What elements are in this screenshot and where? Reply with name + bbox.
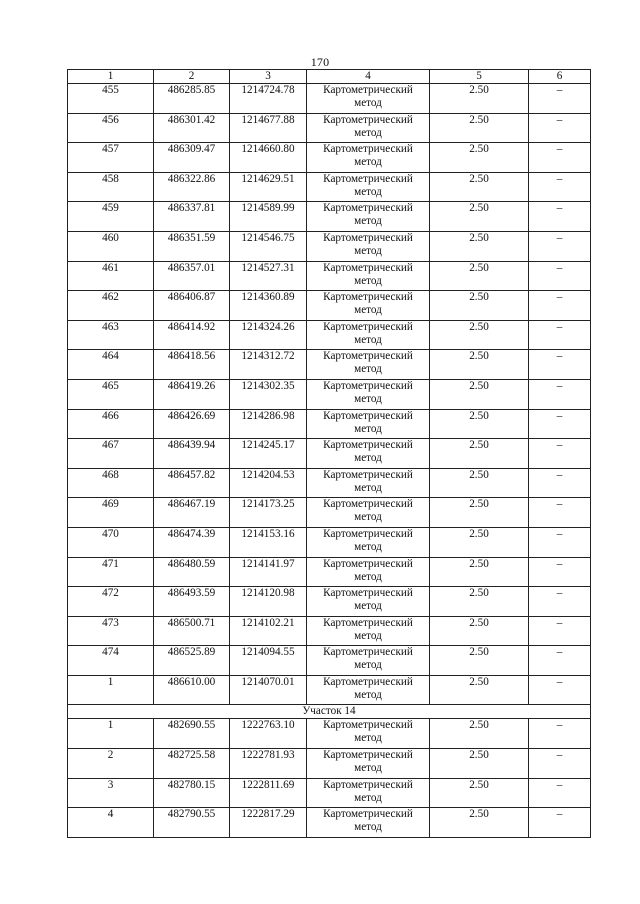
point-number-cell: 461 <box>68 261 154 291</box>
y-coordinate-cell: 1214546.75 <box>230 231 307 261</box>
y-coordinate-cell: 1214070.01 <box>230 675 307 705</box>
method-text: Картометрический <box>323 616 413 629</box>
table-row <box>68 778 591 808</box>
x-coordinate-cell: 486500.71 <box>154 616 230 646</box>
y-coordinate-cell: 1214141.97 <box>230 557 307 587</box>
x-coordinate-cell: 486480.59 <box>154 557 230 587</box>
note-cell: – <box>529 468 591 498</box>
method-text: метод <box>354 185 382 198</box>
table-row <box>68 291 591 321</box>
table-row <box>68 646 591 676</box>
method-text: метод <box>354 570 382 583</box>
method-text: метод <box>354 274 382 287</box>
table-row <box>68 527 591 557</box>
method-text: Картометрический <box>323 439 413 452</box>
point-number-cell: 472 <box>68 587 154 617</box>
y-coordinate-cell: 1214286.98 <box>230 409 307 439</box>
x-coordinate-cell: 486285.85 <box>154 84 230 114</box>
method-text: метод <box>354 422 382 435</box>
method-text: Картометрический <box>323 261 413 274</box>
method-text: Картометрический <box>323 113 413 126</box>
y-coordinate-cell: 1214102.21 <box>230 616 307 646</box>
x-coordinate-cell: 482725.58 <box>154 749 230 779</box>
method-text: метод <box>354 215 382 228</box>
y-coordinate-cell: 1222763.10 <box>230 719 307 749</box>
x-coordinate-cell: 486474.39 <box>154 527 230 557</box>
table-row <box>68 202 591 232</box>
method-text: метод <box>354 732 382 745</box>
column-header: 6 <box>529 70 591 84</box>
method-text: Картометрический <box>323 675 413 688</box>
table-row <box>68 261 591 291</box>
note-cell: – <box>529 143 591 173</box>
accuracy-cell: 2.50 <box>430 84 529 114</box>
point-number-cell: 459 <box>68 202 154 232</box>
note-cell: – <box>529 202 591 232</box>
table-row <box>68 498 591 528</box>
section-title: Участок 14 <box>68 705 591 719</box>
y-coordinate-cell: 1214245.17 <box>230 439 307 469</box>
method-text: метод <box>354 791 382 804</box>
table-row <box>68 468 591 498</box>
x-coordinate-cell: 482780.15 <box>154 778 230 808</box>
method-text: метод <box>354 762 382 775</box>
y-coordinate-cell: 1214120.98 <box>230 587 307 617</box>
table-row <box>68 439 591 469</box>
y-coordinate-cell: 1222817.29 <box>230 808 307 838</box>
method-text: метод <box>354 126 382 139</box>
column-header: 3 <box>230 70 307 84</box>
column-header-row <box>68 70 591 84</box>
y-coordinate-cell: 1214312.72 <box>230 350 307 380</box>
table-row <box>68 231 591 261</box>
table-row <box>68 113 591 143</box>
method-text: метод <box>354 333 382 346</box>
accuracy-cell: 2.50 <box>430 261 529 291</box>
note-cell: – <box>529 587 591 617</box>
accuracy-cell: 2.50 <box>430 320 529 350</box>
note-cell: – <box>529 172 591 202</box>
accuracy-cell: 2.50 <box>430 557 529 587</box>
method-text: метод <box>354 156 382 169</box>
note-cell: – <box>529 113 591 143</box>
method-text: Картометрический <box>323 719 413 732</box>
point-number-cell: 463 <box>68 320 154 350</box>
method-cell <box>307 350 430 380</box>
accuracy-cell: 2.50 <box>430 468 529 498</box>
method-text: метод <box>354 481 382 494</box>
point-number-cell: 1 <box>68 675 154 705</box>
method-text: Картометрический <box>323 379 413 392</box>
page-number: 170 <box>310 55 330 69</box>
accuracy-cell: 2.50 <box>430 231 529 261</box>
y-coordinate-cell: 1222811.69 <box>230 778 307 808</box>
table-row <box>68 143 591 173</box>
method-cell <box>307 468 430 498</box>
method-cell <box>307 808 430 838</box>
accuracy-cell: 2.50 <box>430 379 529 409</box>
y-coordinate-cell: 1222781.93 <box>230 749 307 779</box>
accuracy-cell: 2.50 <box>430 587 529 617</box>
note-cell: – <box>529 616 591 646</box>
method-text: метод <box>354 629 382 642</box>
y-coordinate-cell: 1214360.89 <box>230 291 307 321</box>
method-cell <box>307 749 430 779</box>
note-cell: – <box>529 719 591 749</box>
y-coordinate-cell: 1214724.78 <box>230 84 307 114</box>
note-cell: – <box>529 350 591 380</box>
note-cell: – <box>529 646 591 676</box>
x-coordinate-cell: 486357.01 <box>154 261 230 291</box>
accuracy-cell: 2.50 <box>430 172 529 202</box>
point-number-cell: 462 <box>68 291 154 321</box>
accuracy-cell: 2.50 <box>430 498 529 528</box>
method-cell <box>307 84 430 114</box>
method-cell <box>307 616 430 646</box>
x-coordinate-cell: 486418.56 <box>154 350 230 380</box>
column-header: 4 <box>307 70 430 84</box>
point-number-cell: 460 <box>68 231 154 261</box>
accuracy-cell: 2.50 <box>430 527 529 557</box>
note-cell: – <box>529 439 591 469</box>
x-coordinate-cell: 486351.59 <box>154 231 230 261</box>
point-number-cell: 473 <box>68 616 154 646</box>
note-cell: – <box>529 749 591 779</box>
note-cell: – <box>529 231 591 261</box>
method-cell <box>307 778 430 808</box>
table-row <box>68 379 591 409</box>
y-coordinate-cell: 1214204.53 <box>230 468 307 498</box>
y-coordinate-cell: 1214660.80 <box>230 143 307 173</box>
accuracy-cell: 2.50 <box>430 646 529 676</box>
y-coordinate-cell: 1214324.26 <box>230 320 307 350</box>
method-text: Картометрический <box>323 646 413 659</box>
method-cell <box>307 409 430 439</box>
table-row <box>68 320 591 350</box>
accuracy-cell: 2.50 <box>430 719 529 749</box>
x-coordinate-cell: 486525.89 <box>154 646 230 676</box>
method-cell <box>307 527 430 557</box>
accuracy-cell: 2.50 <box>430 616 529 646</box>
accuracy-cell: 2.50 <box>430 350 529 380</box>
table-row <box>68 350 591 380</box>
x-coordinate-cell: 486419.26 <box>154 379 230 409</box>
method-text: Картометрический <box>323 231 413 244</box>
x-coordinate-cell: 486439.94 <box>154 439 230 469</box>
method-text: метод <box>354 304 382 317</box>
note-cell: – <box>529 778 591 808</box>
column-header: 5 <box>430 70 529 84</box>
method-cell <box>307 557 430 587</box>
method-cell <box>307 261 430 291</box>
method-text: метод <box>354 511 382 524</box>
point-number-cell: 4 <box>68 808 154 838</box>
method-text: метод <box>354 821 382 834</box>
method-text: Картометрический <box>323 778 413 791</box>
point-number-cell: 470 <box>68 527 154 557</box>
x-coordinate-cell: 486301.42 <box>154 113 230 143</box>
note-cell: – <box>529 320 591 350</box>
accuracy-cell: 2.50 <box>430 409 529 439</box>
method-cell <box>307 587 430 617</box>
method-text: Картометрический <box>323 808 413 821</box>
method-text: Картометрический <box>323 172 413 185</box>
point-number-cell: 1 <box>68 719 154 749</box>
y-coordinate-cell: 1214173.25 <box>230 498 307 528</box>
accuracy-cell: 2.50 <box>430 291 529 321</box>
accuracy-cell: 2.50 <box>430 808 529 838</box>
x-coordinate-cell: 486322.86 <box>154 172 230 202</box>
method-text: Картометрический <box>323 409 413 422</box>
method-text: Картометрический <box>323 320 413 333</box>
x-coordinate-cell: 486457.82 <box>154 468 230 498</box>
coordinates-table <box>67 69 591 838</box>
point-number-cell: 469 <box>68 498 154 528</box>
method-cell <box>307 113 430 143</box>
method-text: Картометрический <box>323 84 413 96</box>
accuracy-cell: 2.50 <box>430 749 529 779</box>
table-row <box>68 719 591 749</box>
method-cell <box>307 143 430 173</box>
x-coordinate-cell: 486467.19 <box>154 498 230 528</box>
method-text: Картометрический <box>323 557 413 570</box>
table-row <box>68 675 591 705</box>
point-number-cell: 455 <box>68 84 154 114</box>
method-cell <box>307 172 430 202</box>
accuracy-cell: 2.50 <box>430 439 529 469</box>
column-header: 2 <box>154 70 230 84</box>
method-text: Картометрический <box>323 498 413 511</box>
section-header-row <box>68 705 591 719</box>
method-cell <box>307 675 430 705</box>
x-coordinate-cell: 486610.00 <box>154 675 230 705</box>
note-cell: – <box>529 261 591 291</box>
method-text: метод <box>354 363 382 376</box>
point-number-cell: 474 <box>68 646 154 676</box>
table-row <box>68 557 591 587</box>
x-coordinate-cell: 486309.47 <box>154 143 230 173</box>
accuracy-cell: 2.50 <box>430 143 529 173</box>
y-coordinate-cell: 1214629.51 <box>230 172 307 202</box>
method-text: Картометрический <box>323 587 413 600</box>
point-number-cell: 471 <box>68 557 154 587</box>
method-text: Картометрический <box>323 202 413 215</box>
x-coordinate-cell: 486406.87 <box>154 291 230 321</box>
x-coordinate-cell: 486426.69 <box>154 409 230 439</box>
x-coordinate-cell: 486414.92 <box>154 320 230 350</box>
accuracy-cell: 2.50 <box>430 202 529 232</box>
method-text: метод <box>354 540 382 553</box>
method-cell <box>307 379 430 409</box>
method-text: Картометрический <box>323 527 413 540</box>
point-number-cell: 468 <box>68 468 154 498</box>
method-text: Картометрический <box>323 749 413 762</box>
point-number-cell: 456 <box>68 113 154 143</box>
y-coordinate-cell: 1214153.16 <box>230 527 307 557</box>
method-text: метод <box>354 600 382 613</box>
method-text: Картометрический <box>323 350 413 363</box>
y-coordinate-cell: 1214527.31 <box>230 261 307 291</box>
method-text: метод <box>354 97 382 109</box>
method-text: метод <box>354 688 382 701</box>
accuracy-cell: 2.50 <box>430 675 529 705</box>
point-number-cell: 3 <box>68 778 154 808</box>
note-cell: – <box>529 808 591 838</box>
method-cell <box>307 202 430 232</box>
note-cell: – <box>529 291 591 321</box>
x-coordinate-cell: 482790.55 <box>154 808 230 838</box>
table-row <box>68 409 591 439</box>
method-text: метод <box>354 392 382 405</box>
y-coordinate-cell: 1214677.88 <box>230 113 307 143</box>
note-cell: – <box>529 557 591 587</box>
table-row <box>68 172 591 202</box>
note-cell: – <box>529 379 591 409</box>
method-cell <box>307 646 430 676</box>
point-number-cell: 465 <box>68 379 154 409</box>
method-text: Картометрический <box>323 468 413 481</box>
method-text: метод <box>354 452 382 465</box>
x-coordinate-cell: 486337.81 <box>154 202 230 232</box>
y-coordinate-cell: 1214094.55 <box>230 646 307 676</box>
point-number-cell: 2 <box>68 749 154 779</box>
method-cell <box>307 291 430 321</box>
method-cell <box>307 231 430 261</box>
table-row <box>68 616 591 646</box>
accuracy-cell: 2.50 <box>430 113 529 143</box>
table-row <box>68 749 591 779</box>
column-header: 1 <box>68 70 154 84</box>
point-number-cell: 457 <box>68 143 154 173</box>
table-row <box>68 84 591 114</box>
table-row <box>68 587 591 617</box>
note-cell: – <box>529 675 591 705</box>
method-cell <box>307 498 430 528</box>
method-text: Картометрический <box>323 291 413 304</box>
x-coordinate-cell: 482690.55 <box>154 719 230 749</box>
method-cell <box>307 719 430 749</box>
note-cell: – <box>529 527 591 557</box>
method-text: метод <box>354 244 382 257</box>
y-coordinate-cell: 1214302.35 <box>230 379 307 409</box>
point-number-cell: 466 <box>68 409 154 439</box>
accuracy-cell: 2.50 <box>430 778 529 808</box>
y-coordinate-cell: 1214589.99 <box>230 202 307 232</box>
point-number-cell: 467 <box>68 439 154 469</box>
method-text: метод <box>354 659 382 672</box>
table-row <box>68 808 591 838</box>
x-coordinate-cell: 486493.59 <box>154 587 230 617</box>
point-number-cell: 464 <box>68 350 154 380</box>
note-cell: – <box>529 84 591 114</box>
method-cell <box>307 439 430 469</box>
method-text: Картометрический <box>323 143 413 156</box>
point-number-cell: 458 <box>68 172 154 202</box>
note-cell: – <box>529 409 591 439</box>
note-cell: – <box>529 498 591 528</box>
method-cell <box>307 320 430 350</box>
